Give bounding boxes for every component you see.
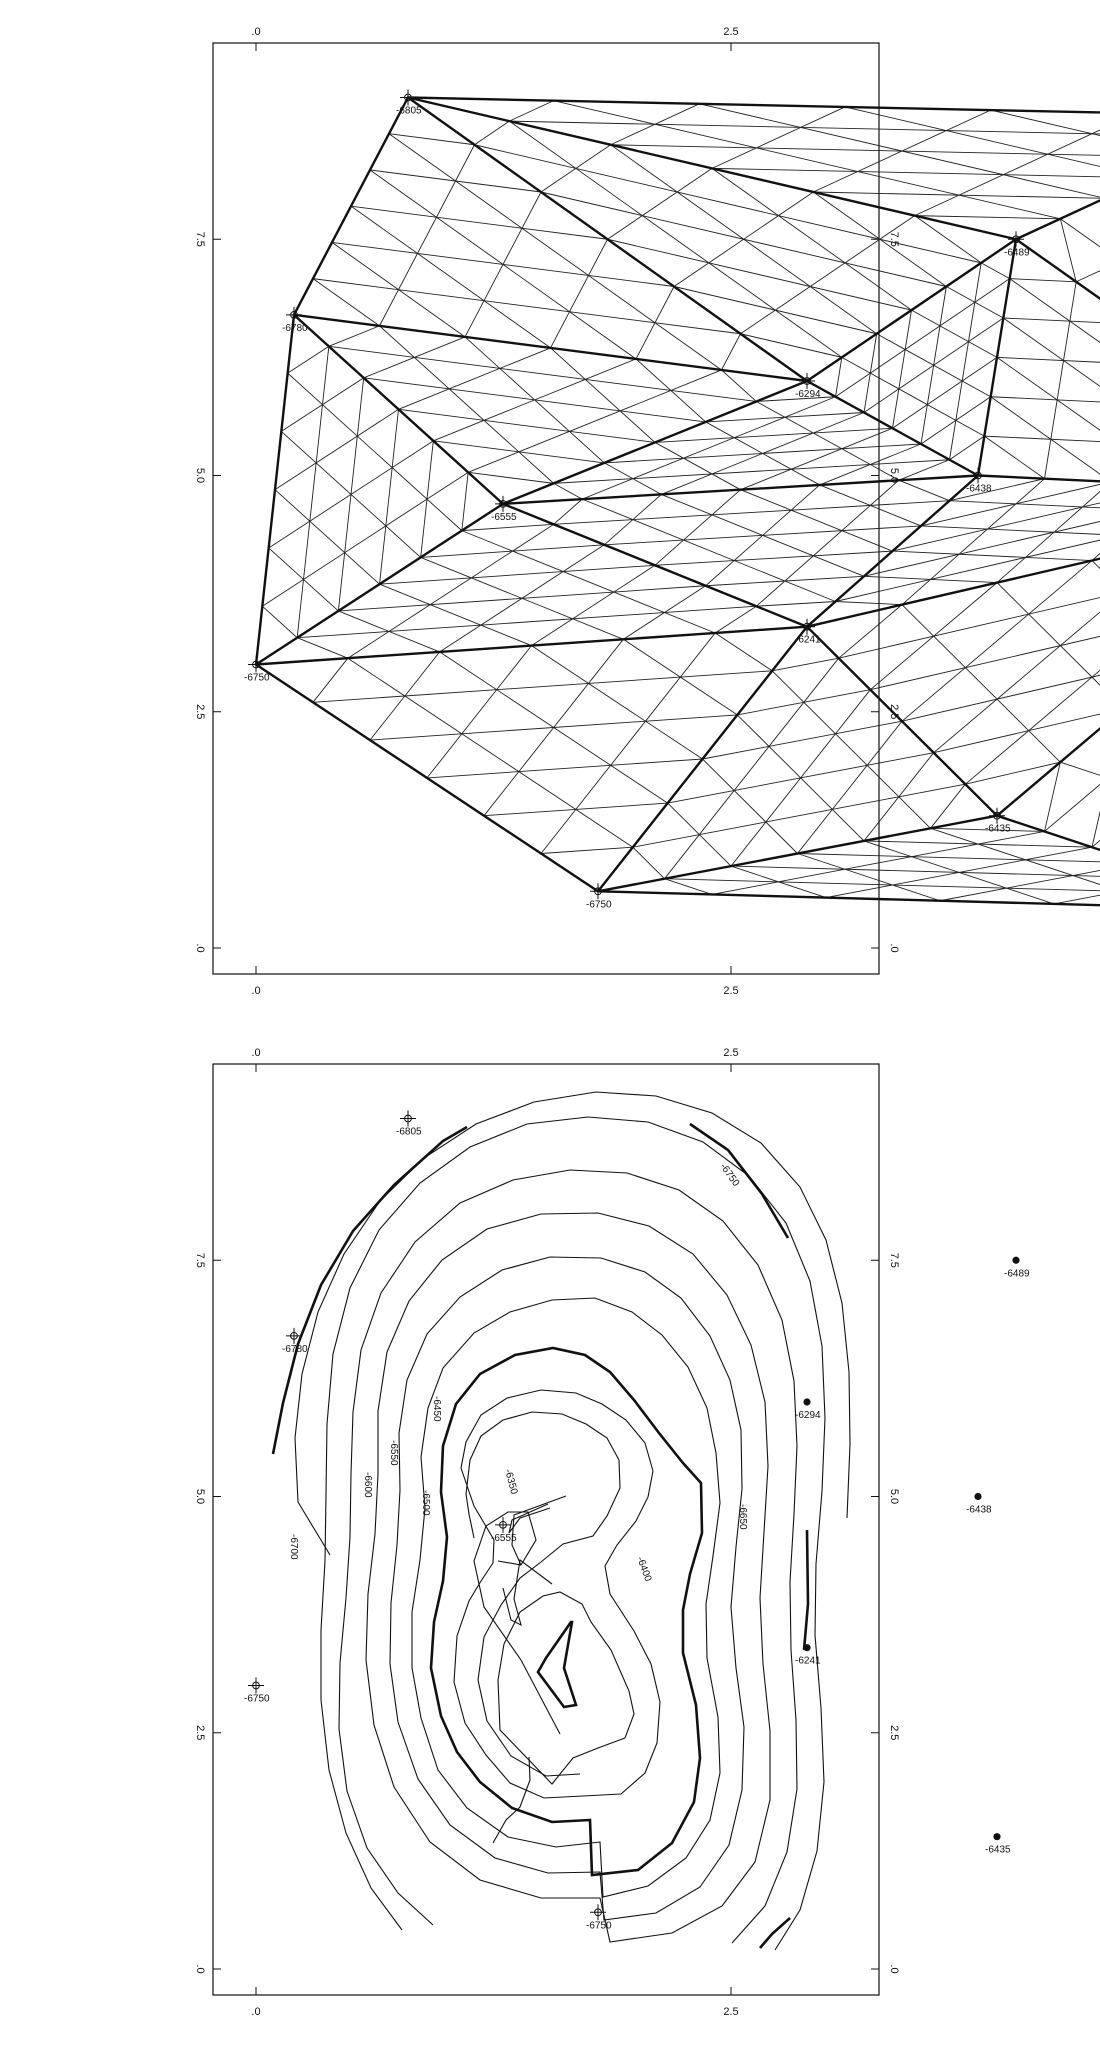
triangle-edge — [997, 816, 1100, 911]
mesh-line — [864, 488, 1100, 576]
triangle-edge — [978, 239, 1016, 475]
well-label: -6438 — [966, 483, 992, 495]
triangulation-panel — [194, 26, 1100, 997]
mesh-line — [1045, 282, 1077, 479]
mesh-line — [741, 490, 893, 551]
mesh-line — [899, 480, 950, 500]
mesh-line — [665, 658, 839, 879]
mesh-line — [541, 847, 633, 853]
y-tick-label: 2.5 — [194, 1725, 206, 1741]
mesh-line — [655, 551, 893, 565]
mesh-line — [893, 551, 1093, 560]
mesh-line — [475, 121, 510, 145]
triangle-edge — [807, 494, 1100, 626]
mesh-line — [772, 671, 930, 829]
well-label: -6805 — [396, 105, 422, 117]
mesh-line — [902, 655, 1100, 721]
mesh-line — [380, 409, 399, 584]
mesh-line — [1092, 633, 1100, 847]
y-tick-label: .0 — [888, 1964, 900, 1974]
triangle-edge — [256, 627, 807, 665]
mesh-line — [427, 646, 532, 778]
mesh-line — [554, 501, 950, 525]
mesh-line — [468, 472, 554, 483]
mesh-line — [380, 145, 475, 326]
mesh-line — [756, 480, 899, 606]
mesh-line — [427, 759, 703, 778]
well-markers — [244, 1111, 1100, 1951]
oil-well-dot — [803, 1644, 810, 1651]
mesh-line — [313, 658, 348, 702]
mesh-line — [275, 409, 399, 489]
contour-line — [466, 1412, 620, 1776]
well-label: -6435 — [985, 1844, 1011, 1856]
well-label: -6294 — [795, 389, 821, 400]
mesh-line — [715, 606, 756, 633]
mesh-line — [468, 370, 721, 472]
mesh-line — [288, 373, 462, 531]
triangle-edge — [256, 665, 598, 892]
mesh-line — [706, 422, 820, 485]
triangle-edge — [1016, 116, 1100, 239]
oil-well-marker — [966, 1493, 992, 1516]
y-tick-label: 5.0 — [888, 467, 900, 484]
y-tick-label: .0 — [194, 1964, 206, 1974]
well-label: -6241 — [795, 1655, 821, 1667]
triangle-edge — [503, 476, 978, 504]
mesh-line — [297, 638, 348, 658]
mesh-line — [329, 326, 380, 346]
x-tick-label: .0 — [251, 1047, 261, 1059]
mesh-line — [893, 357, 998, 428]
oil-well-marker — [795, 1644, 821, 1667]
y-tick-label: 7.5 — [888, 231, 900, 247]
mesh-line — [1003, 318, 1100, 488]
oil-well-marker — [795, 1398, 821, 1421]
mesh-line — [554, 483, 583, 499]
dry-well-marker — [244, 1678, 270, 1705]
mesh-line — [554, 499, 583, 524]
mesh-line — [611, 145, 1100, 158]
well-label: -6438 — [966, 1504, 992, 1516]
mesh-line — [703, 721, 903, 759]
well-label: -6750 — [586, 1920, 612, 1932]
oil-well-marker — [1004, 1257, 1030, 1280]
mesh-line — [798, 854, 941, 901]
mesh-line — [399, 409, 656, 442]
contour-line — [339, 1170, 797, 1943]
contour-line-bold — [538, 1622, 576, 1707]
dry-well-cross — [799, 373, 815, 389]
mesh-line — [997, 357, 1100, 366]
triangle-edge — [978, 476, 1100, 495]
contour-label: -6450 — [431, 1396, 442, 1422]
contour-label: -6750 — [717, 1161, 742, 1189]
y-tick-label: 7.5 — [194, 1252, 206, 1268]
mesh-line — [1092, 561, 1100, 656]
mesh-line — [902, 479, 1045, 605]
mesh-line — [940, 863, 1100, 901]
mesh-line — [912, 310, 998, 357]
mesh-line — [348, 524, 554, 658]
mesh-line — [604, 526, 921, 545]
mesh-line — [399, 348, 551, 409]
triangle-edge — [408, 98, 1100, 117]
contour-label: -6350 — [502, 1467, 520, 1496]
y-tick-label: 2.5 — [194, 704, 206, 720]
mesh-line — [465, 192, 541, 337]
mesh-line — [712, 107, 845, 168]
mesh-line — [813, 192, 1100, 198]
well-label: -6241 — [795, 634, 821, 646]
oil-well-dot — [974, 1493, 981, 1500]
well-markers — [244, 90, 1100, 930]
well-label: -6750 — [244, 1693, 270, 1705]
mesh-line — [741, 428, 893, 489]
mesh-line — [1010, 279, 1076, 282]
mesh-line — [462, 472, 468, 530]
dry-well-marker — [396, 90, 422, 117]
contour-lines — [273, 1092, 850, 1950]
mesh-line — [1010, 279, 1100, 492]
mesh-line — [984, 436, 1100, 452]
dry-well-cross — [248, 1678, 264, 1694]
y-tick-label: 2.5 — [888, 704, 900, 720]
dry-well-marker — [282, 1328, 308, 1355]
mesh-line — [532, 565, 656, 645]
mesh-line — [633, 784, 966, 847]
well-label: -6750 — [244, 672, 270, 684]
triangle-edge — [408, 98, 1016, 240]
dry-well-marker — [396, 1111, 422, 1138]
mesh-line — [715, 633, 772, 671]
well-label: -6805 — [396, 1126, 422, 1138]
mesh-line — [864, 318, 1003, 413]
y-tick-label: 7.5 — [194, 231, 206, 247]
mesh-line — [509, 121, 1100, 137]
mesh-line — [532, 646, 703, 759]
mesh-line — [364, 378, 706, 422]
mesh-line — [655, 428, 893, 442]
well-label: -6780 — [282, 322, 308, 334]
dry-well-marker — [985, 808, 1011, 835]
mesh-line — [950, 436, 985, 460]
contour-label: -6650 — [737, 1504, 748, 1530]
mesh-line — [915, 113, 1100, 215]
triangle-edge — [294, 98, 408, 315]
well-label: -6750 — [586, 899, 612, 911]
mesh-line — [370, 715, 737, 740]
contour-line — [454, 1390, 660, 1798]
triangle-edge — [598, 627, 807, 892]
contour-label: -6600 — [362, 1472, 373, 1498]
mesh-line — [380, 326, 554, 484]
well-label: -6555 — [491, 511, 517, 523]
mesh-line — [329, 346, 756, 401]
mesh-line — [554, 101, 1061, 219]
mesh-line — [934, 709, 1100, 753]
mesh-line — [836, 602, 903, 605]
mesh-line — [870, 602, 1100, 690]
y-tick-label: 5.0 — [194, 467, 206, 484]
axis-ticks — [194, 26, 1100, 997]
y-tick-label: .0 — [888, 943, 900, 953]
triangle-edge — [598, 816, 997, 892]
oil-well-dot — [1012, 1257, 1019, 1264]
mesh-line — [756, 602, 835, 607]
y-tick-label: 7.5 — [888, 1252, 900, 1268]
triangle-edge — [1016, 239, 1100, 494]
oil-well-dot — [803, 1398, 810, 1405]
contour-label: -6700 — [288, 1534, 299, 1560]
well-label: -6489 — [1004, 247, 1030, 259]
contour-line-bold — [431, 1348, 702, 1875]
mesh-line — [262, 472, 468, 606]
mesh-line — [931, 828, 1100, 907]
mesh-line — [281, 431, 420, 557]
mesh-line — [703, 759, 798, 854]
mesh-line — [475, 145, 982, 263]
dry-well-cross — [248, 657, 264, 673]
mesh-line — [731, 866, 1100, 879]
mesh-line — [902, 605, 1060, 763]
triangle-edge — [807, 239, 1016, 381]
mesh-line — [297, 346, 329, 637]
mesh-line — [836, 357, 842, 396]
mesh-line — [551, 239, 608, 348]
mesh-line — [380, 565, 656, 584]
y-tick-label: 5.0 — [888, 1488, 900, 1505]
contour-line-bold — [804, 1530, 808, 1650]
contour-line — [512, 1496, 566, 1565]
bold-triangle-network — [256, 98, 1100, 911]
mesh-line — [934, 539, 1100, 753]
mesh-line — [836, 279, 1010, 397]
contour-label: -6400 — [634, 1555, 654, 1584]
mesh-line — [893, 310, 912, 428]
dry-well-marker — [586, 1904, 612, 1931]
triangle-edge — [256, 504, 503, 665]
mesh-line — [756, 401, 899, 480]
mesh-line — [665, 879, 713, 895]
x-tick-label: .0 — [251, 2006, 261, 2018]
x-tick-label: 2.5 — [723, 2006, 739, 2018]
axis-ticks — [194, 1047, 1100, 2018]
mesh-line — [984, 436, 1044, 479]
triangulation-frame — [213, 43, 879, 974]
mesh-line — [262, 606, 297, 638]
triangle-edge — [807, 381, 978, 476]
mesh-line — [991, 397, 1100, 410]
mesh-line — [981, 263, 1010, 279]
dry-well-cross — [1008, 231, 1024, 247]
mesh-line — [915, 216, 1061, 219]
mesh-line — [541, 633, 715, 854]
contour-line — [321, 1117, 825, 1950]
contour-label: -6550 — [388, 1440, 399, 1466]
oil-well-dot — [993, 1833, 1000, 1840]
mesh-line — [712, 168, 1100, 177]
well-label: -6435 — [985, 823, 1011, 835]
dry-well-cross — [400, 1111, 416, 1127]
mesh-line — [541, 192, 946, 287]
mesh-line — [582, 397, 835, 499]
mesh-line — [462, 524, 554, 530]
mesh-line — [313, 671, 772, 703]
mesh-line — [288, 346, 329, 373]
mesh-line — [722, 334, 741, 370]
mesh-line — [902, 561, 1092, 722]
y-tick-label: 2.5 — [888, 1725, 900, 1741]
contour-panel — [194, 1047, 1100, 2018]
contour-label: -6500 — [420, 1490, 431, 1516]
triangle-edge — [807, 627, 997, 816]
well-label: -6780 — [282, 1343, 308, 1355]
contour-line — [498, 1592, 634, 1784]
mesh-line — [798, 721, 903, 853]
triangle-edge — [294, 315, 807, 381]
triangle-edge — [503, 381, 807, 504]
mesh-line — [997, 357, 1100, 485]
dry-well-cross — [400, 90, 416, 106]
mesh-line — [737, 715, 864, 841]
mesh-line — [1060, 219, 1100, 432]
mesh-line — [655, 442, 741, 489]
well-label: -6489 — [1004, 1268, 1030, 1280]
x-tick-label: 2.5 — [723, 1047, 739, 1059]
y-tick-label: 5.0 — [194, 1488, 206, 1505]
y-tick-label: .0 — [194, 943, 206, 953]
mesh-line — [633, 847, 665, 879]
mesh-line — [950, 263, 982, 460]
mesh-line — [798, 854, 1100, 863]
mesh-line — [826, 847, 1092, 897]
mesh-line — [842, 357, 985, 436]
mesh-line — [275, 490, 380, 585]
mesh-line — [1003, 318, 1100, 324]
contour-line — [412, 1298, 720, 1897]
oil-well-marker — [985, 1833, 1011, 1856]
x-tick-label: .0 — [251, 26, 261, 38]
well-label: -6555 — [491, 1532, 517, 1544]
x-tick-label: 2.5 — [723, 985, 739, 997]
mesh-line — [509, 101, 553, 121]
well-label: -6294 — [795, 1410, 821, 1421]
x-tick-label: 2.5 — [723, 26, 739, 38]
mesh-line — [893, 485, 1100, 551]
x-tick-label: .0 — [251, 985, 261, 997]
mesh-line — [608, 239, 912, 310]
triangle-edge — [256, 315, 294, 665]
mesh-line — [655, 490, 741, 566]
contour-frame — [213, 1064, 879, 1995]
